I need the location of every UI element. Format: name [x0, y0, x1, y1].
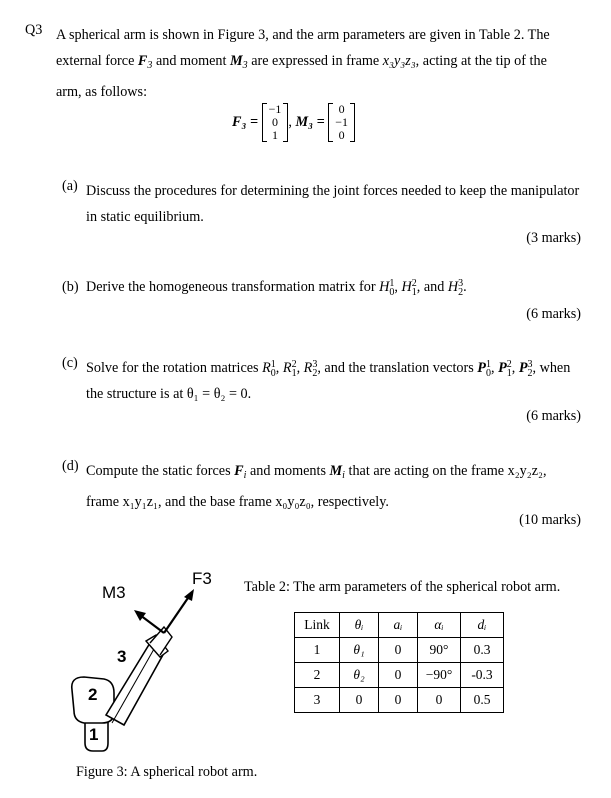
- part-c-marks: (6 marks): [526, 408, 581, 424]
- part-d-marks: (10 marks): [519, 512, 581, 528]
- table-cell: 0.5: [461, 688, 504, 713]
- question-intro: [56, 22, 588, 105]
- table-cell: 0: [379, 688, 418, 713]
- robot-arm-drawing: [60, 565, 240, 755]
- table-header: aᵢ: [379, 613, 418, 638]
- part-b-marks: (6 marks): [526, 306, 581, 322]
- part-d-text: Compute the static forces $F_i$ and moments $M_i$ that are acting on the frame x₂y₂z₂, frame x₁y₁z₁, and the base frame x₀y₀z₀, respectively.: [86, 463, 547, 510]
- table-header-row: [295, 613, 504, 638]
- M3-label: M₃ =: [295, 113, 325, 130]
- figure-joint-1: 1: [89, 725, 99, 744]
- part-a-marks: (3 marks): [526, 230, 581, 246]
- part-b-label: (b): [62, 279, 79, 295]
- moment-arrow-line: [140, 615, 164, 633]
- force-moment-equation: F₃ = −1 0 1 , M₃ = 0 −1 0: [232, 103, 355, 142]
- table-cell: 90°: [418, 638, 461, 663]
- table-cell: 0.3: [461, 638, 504, 663]
- figure-label-M3: M3: [102, 583, 126, 602]
- part-a-label: (a): [62, 178, 78, 194]
- table-caption: Table 2: The arm parameters of the spherical robot arm.: [244, 579, 561, 595]
- table-row: [295, 638, 504, 663]
- table-header: αᵢ: [418, 613, 461, 638]
- table-header: θᵢ: [340, 613, 379, 638]
- table-cell: 0: [340, 688, 379, 713]
- force-arrow-head: [184, 589, 194, 601]
- table-cell: −90°: [418, 663, 461, 688]
- figure-joint-3: 3: [117, 647, 127, 666]
- table-row: [295, 688, 504, 713]
- force-arrow-line: [164, 595, 190, 633]
- intro-line-2: external force $F_3$ and moment $M_3$ are expressed in frame x₃y₃z₃, acting at the tip of the: [56, 53, 547, 71]
- table-cell: 2: [295, 663, 340, 688]
- table-header: Link: [295, 613, 340, 638]
- table-cell: θ₁: [340, 638, 379, 663]
- part-c-label: (c): [62, 355, 78, 371]
- F3-vector: −1 0 1: [262, 103, 289, 142]
- part-a-text: Discuss the procedures for determining the joint forces needed to keep the manipulator in static equilibrium.: [86, 183, 580, 225]
- figure-caption: Figure 3: A spherical robot arm.: [76, 764, 258, 780]
- M3-vector: 0 −1 0: [328, 103, 355, 142]
- question-number: Q3: [25, 22, 43, 38]
- intro-line-3: arm, as follows:: [56, 84, 148, 100]
- part-c-text: Solve for the rotation matrices R 1 0 , R 2 1 , R 3 2 , and the translation vectors P 1 0 , P 2 1 , P 3 2 , when the structure is at θ₁ = θ₂ = 0.: [86, 359, 571, 402]
- parameters-table: [294, 612, 504, 713]
- arm-link-2: [106, 643, 164, 725]
- figure-joint-2: 2: [88, 685, 98, 704]
- table-row: [295, 663, 504, 688]
- table-cell: 1: [295, 638, 340, 663]
- table-cell: 0: [379, 638, 418, 663]
- table-cell: -0.3: [461, 663, 504, 688]
- part-d-label: (d): [62, 458, 79, 474]
- table-header: dᵢ: [461, 613, 504, 638]
- figure-label-F3: F3: [192, 569, 212, 588]
- table-cell: 3: [295, 688, 340, 713]
- part-b-text: Derive the homogeneous transformation matrix for H 1 0 , H 2 1 , and H 3 2 .: [86, 278, 467, 298]
- table-cell: θ₂: [340, 663, 379, 688]
- robot-arm-figure: [60, 565, 240, 755]
- table-cell: 0: [418, 688, 461, 713]
- F3-label: F₃ =: [232, 113, 259, 130]
- table-cell: 0: [379, 663, 418, 688]
- intro-line-1: A spherical arm is shown in Figure 3, and the arm parameters are given in Table 2. The: [56, 27, 550, 43]
